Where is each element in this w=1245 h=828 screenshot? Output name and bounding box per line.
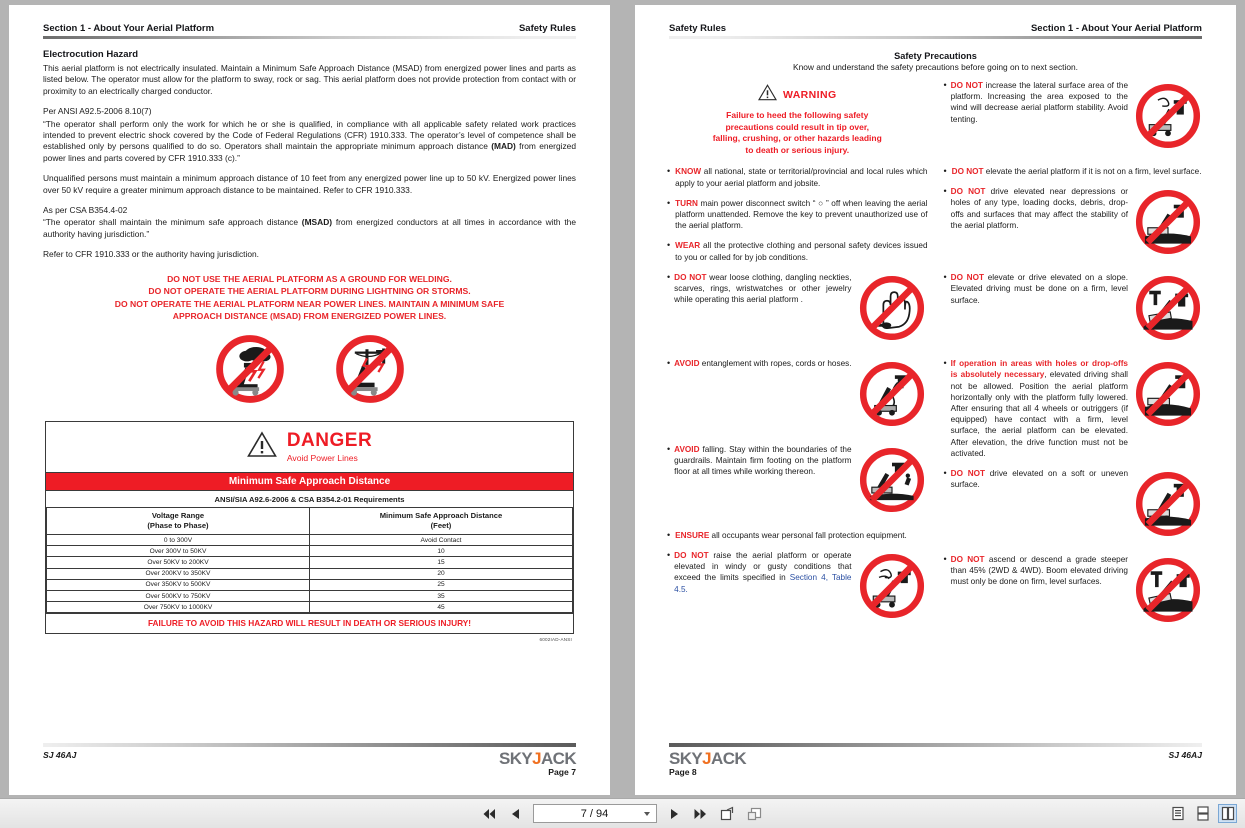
- bullet-body: drive elevated near depressions or holes of any type, loading docks, debris, drop-offs and surfaces that may affect the stability of the aerial platform.: [950, 187, 1129, 230]
- voltage-range-header: [47, 508, 310, 535]
- msad-table-body: [47, 535, 573, 613]
- brand-text-right: ACK: [540, 749, 576, 768]
- no-drive-elevated-holes-icon: [1132, 358, 1204, 435]
- running-head-right-page: [657, 23, 1214, 36]
- no-elevate-on-slope-icon: [1132, 272, 1204, 349]
- ansi-quote-part1: “The operator shall perform only the work for which he or she is qualified, in compliance with all applicable safety related work practices intended to prevent electric shock covered by the Code of Federal Regulations (CFR) 1910.333. The operator’s level of competence shall be established only by persons qualified to do so. Operators shall maintain the appropriate minimum approach distance: [43, 118, 576, 152]
- bullet-dot: •: [667, 529, 671, 540]
- warning-label: WARNING: [782, 89, 837, 101]
- footer-brand-group: [669, 750, 746, 777]
- bullet-body: , elevated driving shall not be allowed. Position the aerial platform horizontally only with the platform fully lowered. After ensuring that all 4 wheels or outriggers (if equipped) have contact with a firm, level surface, the aerial platform can be elevated. After elevation, the drive function must not be activated.: [950, 370, 1129, 458]
- bullet-text: [951, 272, 1128, 306]
- safety-precautions-subtitle: Know and understand the safety precautions before going on to next section.: [793, 62, 1078, 72]
- bullet-text: [951, 468, 1128, 490]
- bullet-dot: •: [943, 272, 947, 283]
- bullet-dot: •: [667, 443, 671, 454]
- voltage-cell: Over 500KV to 750KV: [47, 591, 310, 602]
- footer-rule: [669, 743, 1202, 747]
- no-lightning-storm-icon: [212, 331, 288, 407]
- voltage-cell: Over 350KV to 500KV: [47, 579, 310, 590]
- no-entanglement-hoses-icon: [856, 358, 928, 435]
- table-row: [47, 557, 573, 568]
- danger-subtitle: Avoid Power Lines: [286, 453, 358, 464]
- list-item: [944, 554, 1205, 631]
- voltage-range-header-line1: Voltage Range: [151, 511, 205, 521]
- csa-quote-paragraph: [43, 217, 576, 240]
- bullet-keyword: KNOW: [675, 167, 702, 177]
- footer-rule: [43, 743, 576, 747]
- continuous-view-button[interactable]: [1193, 804, 1212, 823]
- bullet-body: main power disconnect switch “ ○ ” off when leaving the aerial platform unattended. Remove the key to prevent unauthorized use of the aerial platform.: [675, 198, 928, 231]
- danger-msad-table: [45, 421, 574, 634]
- warning-body-text: [703, 110, 892, 156]
- list-item: [944, 166, 1205, 177]
- bullet-keyword: WEAR: [675, 241, 701, 251]
- list-item: [944, 272, 1205, 349]
- fit-width-button[interactable]: [746, 804, 765, 823]
- two-column-layout: [657, 80, 1214, 640]
- facing-page-view-button[interactable]: [1218, 804, 1237, 823]
- bullet-dot: •: [667, 271, 671, 282]
- voltage-cell: Over 750KV to 1000KV: [47, 602, 310, 613]
- page-number: Page 8: [669, 767, 697, 777]
- list-item: [667, 358, 928, 435]
- list-item: [667, 240, 928, 262]
- page-title: Electrocution Hazard: [43, 49, 139, 60]
- bullet-text: [674, 550, 851, 595]
- distance-cell: Avoid Contact: [310, 535, 573, 546]
- first-page-button[interactable]: [481, 805, 498, 823]
- danger-text-group: [287, 431, 372, 463]
- page-sheet-right: [635, 5, 1236, 795]
- danger-label: DANGER: [286, 430, 373, 452]
- bullet-dot: •: [667, 166, 671, 177]
- bullet-text: [674, 272, 851, 306]
- bullet-keyword: DO NOT: [674, 551, 709, 560]
- decal-part-number: 6002IAD-ANSI: [539, 637, 572, 643]
- bullet-text: [675, 198, 927, 232]
- list-item: [667, 198, 928, 232]
- msad-abbrev: (MSAD): [301, 217, 333, 228]
- warning-line-1: Failure to heed the following safety: [726, 110, 869, 120]
- voltage-cell: Over 50KV to 200KV: [47, 557, 310, 568]
- bullet-text: [674, 444, 851, 478]
- page-sheet-left: [9, 5, 610, 795]
- bullet-text: [951, 80, 1128, 125]
- running-head-left-page: [31, 23, 588, 36]
- table-row: [47, 568, 573, 579]
- runhead-topic-label: Safety Rules: [669, 23, 727, 34]
- red-warning-line-2: DO NOT OPERATE THE AERIAL PLATFORM DURING LIGHTNING OR STORMS.: [148, 286, 471, 297]
- bullet-text: [951, 186, 1128, 231]
- distance-cell: 35: [310, 591, 573, 602]
- next-page-button[interactable]: [666, 805, 683, 823]
- bullet-text: [952, 166, 1204, 177]
- bullet-keyword: DO NOT: [951, 167, 984, 176]
- list-item: [944, 186, 1205, 263]
- bullet-keyword: DO NOT: [950, 81, 983, 90]
- csa-quote-part1: “The operator shall maintain the minimum safe approach distance: [43, 217, 302, 228]
- page-indicator-text: 7 / 94: [580, 807, 609, 820]
- distance-cell: 15: [310, 557, 573, 568]
- flame-icon: J: [702, 749, 712, 768]
- list-item: [667, 530, 928, 541]
- table-row: [47, 535, 573, 546]
- left-page-body: [31, 39, 588, 642]
- distance-header-line1: Minimum Safe Approach Distance: [379, 511, 503, 521]
- bullet-body: all the protective clothing and personal safety devices issued to you or called for by job conditions.: [675, 241, 928, 262]
- warning-triangle-icon: [247, 431, 277, 463]
- footer-brand-group: [499, 750, 576, 777]
- csa-reference-label: As per CSA B354.4-02: [43, 205, 128, 216]
- refer-cfr-paragraph: Refer to CFR 1910.333 or the authority having jurisdiction.: [43, 249, 260, 260]
- unqualified-persons-paragraph: Unqualified persons must maintain a minimum approach distance of 10 feet from any energized power line up to 50 kV. Energized power lines over 50 kV require a greater minimum approach distance to be maintained. Refer to CFR 1910.333.: [43, 173, 576, 195]
- bullet-keyword: If operation in areas with holes or drop-offs is absolutely necessary: [950, 359, 1128, 380]
- table-row: [47, 546, 573, 557]
- model-label: SJ 46AJ: [1168, 750, 1202, 760]
- fit-page-button[interactable]: [718, 804, 737, 823]
- failure-warning-bar: FAILURE TO AVOID THIS HAZARD WILL RESULT IN DEATH OR SERIOUS INJURY!: [46, 613, 573, 633]
- list-item: [944, 358, 1205, 459]
- voltage-cell: Over 200KV to 350KV: [47, 568, 310, 579]
- bullet-keyword: AVOID: [674, 358, 700, 368]
- no-drive-soft-surface-icon: [1132, 468, 1204, 545]
- list-item: [667, 272, 928, 349]
- bullet-dot: •: [943, 166, 947, 176]
- warning-triangle-icon: [758, 84, 777, 106]
- footer-line: [43, 750, 576, 777]
- table-header-row: [47, 508, 573, 535]
- list-item: [944, 468, 1205, 545]
- bullet-dot: •: [667, 197, 671, 208]
- bullet-body: all national, state or territorial/provincial and local rules which apply to your aerial platform and jobsite.: [675, 167, 928, 188]
- list-item: [667, 550, 928, 627]
- runhead-section-label: Section 1 - About Your Aerial Platform: [1030, 23, 1202, 34]
- brand-text-left: SKY: [498, 749, 533, 768]
- safety-precautions-title: Safety Precautions: [894, 51, 977, 61]
- left-column: [667, 80, 928, 640]
- no-loose-clothing-jewelry-icon: [856, 272, 928, 349]
- bullet-dot: •: [667, 550, 671, 560]
- single-page-view-button[interactable]: [1168, 804, 1187, 823]
- csa-quote-part2: from energized conductors at all times in accordance with the authority having jurisdiction.”: [43, 217, 576, 239]
- mad-abbrev: (MAD): [491, 141, 516, 152]
- page-footer-left: [43, 743, 576, 777]
- bullet-body: elevate the aerial platform if it is not on a firm, level surface.: [983, 167, 1202, 176]
- prohibition-icon-row: [43, 331, 576, 407]
- distance-cell: 45: [310, 602, 573, 613]
- bullet-text: [951, 358, 1128, 459]
- runhead-section-label: Section 1 - About Your Aerial Platform: [43, 23, 215, 34]
- bullet-text: [675, 240, 927, 262]
- bullet-keyword: DO NOT: [950, 187, 986, 197]
- warning-line-4: to death or serious injury.: [745, 144, 850, 155]
- bullet-dot: •: [943, 358, 947, 369]
- no-windy-conditions-icon: [856, 550, 928, 627]
- distance-header-line2: (Feet): [430, 520, 452, 530]
- bullet-body: entanglement with ropes, cords or hoses.: [699, 358, 852, 368]
- bullet-keyword: DO NOT: [950, 555, 985, 565]
- distance-header: [310, 508, 573, 535]
- warning-line-3: falling, crushing, or other hazards leading: [712, 133, 882, 144]
- chevron-down-icon[interactable]: [644, 812, 650, 816]
- distance-cell: 25: [310, 579, 573, 590]
- red-warning-line-4: APPROACH DISTANCE (MSAD) FROM ENERGIZED POWER LINES.: [172, 311, 447, 322]
- intro-paragraph: This aerial platform is not electrically insulated. Maintain a Minimum Safe Approach Distance (MSAD) from energized power lines and parts as listed below. The operator must allow for the platform to sway, rock or sag. This aerial platform does not provide protection from contact with or proximity to an electrically charged conductor.: [43, 63, 576, 96]
- page-navigation-group: [0, 804, 1245, 823]
- voltage-range-header-line2: (Phase to Phase): [147, 520, 209, 530]
- no-tenting-platform-icon: [1132, 80, 1204, 157]
- voltage-cell: 0 to 300V: [47, 535, 310, 546]
- previous-page-button[interactable]: [507, 805, 524, 823]
- right-column: [944, 80, 1205, 640]
- msad-distance-table: [46, 508, 573, 613]
- bullet-text: [674, 358, 851, 369]
- skyjack-logo: [669, 750, 746, 767]
- footer-model-group: [43, 750, 76, 760]
- bullet-keyword: AVOID: [674, 444, 700, 454]
- bullet-keyword: TURN: [675, 198, 698, 208]
- warning-line-2: precautions could result in tip over,: [725, 121, 870, 132]
- flame-icon: J: [532, 749, 541, 768]
- danger-header: [46, 422, 573, 473]
- bullet-dot: •: [943, 468, 947, 479]
- bullet-dot: •: [943, 186, 947, 197]
- bullet-body: drive elevated on a soft or uneven surface.: [950, 469, 1128, 490]
- ansi-reference-label: Per ANSI A92.5-2006 8.10(7): [43, 106, 152, 117]
- distance-cell: 10: [310, 546, 573, 557]
- footer-model-group: [1169, 750, 1202, 760]
- bullet-body: falling. Stay within the boundaries of the guardrails. Maintain firm footing on the platform floor at all times while working thereon.: [674, 444, 852, 477]
- no-steep-grade-icon: [1132, 554, 1204, 631]
- distance-cell: 20: [310, 568, 573, 579]
- section-cross-reference-link[interactable]: Section 4, Table 4.5.: [674, 573, 852, 594]
- msad-red-bar: Minimum Safe Approach Distance: [46, 473, 573, 490]
- list-item: [667, 166, 928, 188]
- bullet-body: elevate or drive elevated on a slope. Elevated driving must be done on a firm, level surface.: [950, 273, 1128, 305]
- no-falling-from-platform-icon: [856, 444, 928, 521]
- bullet-body: wear loose clothing, dangling neckties, scarves, rings, wristwatches or other jewelry while operating this aerial platform .: [674, 272, 852, 305]
- list-item: [944, 80, 1205, 157]
- skyjack-logo: [499, 750, 576, 767]
- red-warning-line-1: DO NOT USE THE AERIAL PLATFORM AS A GROUND FOR WELDING.: [167, 273, 452, 284]
- red-warning-line-3: DO NOT OPERATE THE AERIAL PLATFORM NEAR POWER LINES. MAINTAIN A MINIMUM SAFE: [114, 298, 505, 309]
- warning-header: [667, 84, 928, 106]
- brand-text-left: SKY: [669, 749, 703, 768]
- bullet-keyword: ENSURE: [675, 530, 710, 540]
- ansi-quote-paragraph: [43, 119, 576, 165]
- table-row: [47, 602, 573, 613]
- bullet-keyword: DO NOT: [950, 469, 985, 479]
- no-drive-near-holes-icon: [1132, 186, 1204, 263]
- model-label: SJ 46AJ: [43, 750, 77, 760]
- bullet-dot: •: [943, 80, 947, 90]
- requirements-row: ANSI/SIA A92.6-2006 & CSA B354.2-01 Requirements: [46, 490, 573, 508]
- page-number-input[interactable]: [533, 804, 657, 823]
- bullet-keyword: DO NOT: [950, 273, 984, 283]
- table-row: [47, 591, 573, 602]
- last-page-button[interactable]: [692, 805, 709, 823]
- view-mode-group: [1168, 804, 1237, 823]
- bullet-body: increase the lateral surface area of the platform. Increasing the area exposed to the wind will decrease aerial platform stability. Avoid tenting.: [950, 81, 1128, 124]
- page-footer-right: [669, 743, 1202, 777]
- page-number: Page 7: [548, 767, 576, 777]
- table-row: [47, 579, 573, 590]
- bullet-text: [951, 554, 1128, 588]
- bullet-body: raise the aerial platform or operate elevated in windy or gusty conditions that exceed the limits specified in: [674, 551, 852, 583]
- red-warning-block: [43, 273, 576, 323]
- bullet-keyword: DO NOT: [674, 272, 707, 282]
- bullet-text: [675, 530, 927, 541]
- bullet-dot: •: [667, 240, 671, 251]
- list-item: [667, 444, 928, 521]
- bullet-body: ascend or descend a grade steeper than 45% (2WD & 4WD). Boom elevated driving must only be done on firm, level surfaces.: [950, 555, 1128, 587]
- bullet-dot: •: [667, 357, 671, 368]
- bullet-text: [675, 166, 927, 188]
- header-rule: [669, 36, 1202, 39]
- viewer-toolbar[interactable]: [0, 798, 1245, 828]
- runhead-topic-label: Safety Rules: [518, 23, 576, 34]
- voltage-cell: Over 300V to 50KV: [47, 546, 310, 557]
- footer-line: [669, 750, 1202, 777]
- ansi-quote-part2: from energized power lines and parts covered by CFR 1910.333 (c).”: [43, 141, 576, 163]
- no-power-lines-icon: [332, 331, 408, 407]
- bullet-body: all occupants wear personal fall protection equipment.: [709, 530, 907, 540]
- bullet-dot: •: [943, 554, 947, 565]
- brand-text-right: ACK: [711, 749, 747, 768]
